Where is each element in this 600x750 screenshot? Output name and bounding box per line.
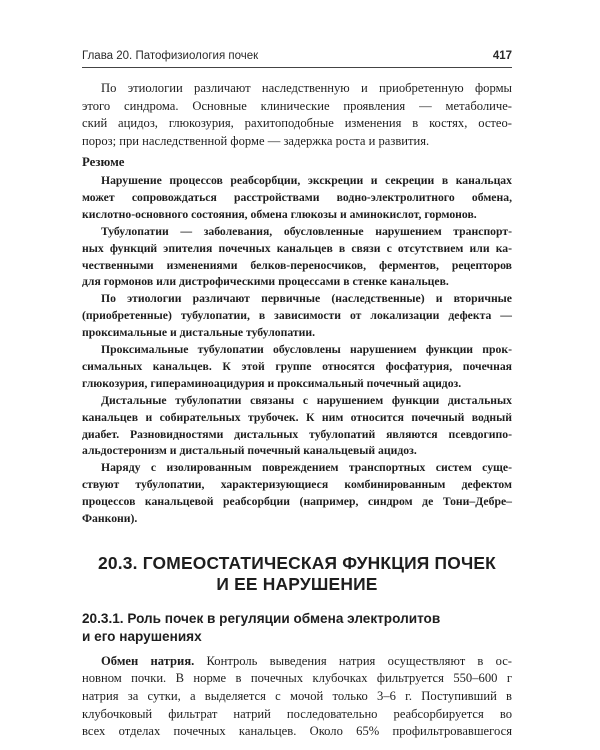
text-line: проксимальные и дистальные тубулопатии. bbox=[82, 326, 316, 340]
text-line: этого синдрома. Основные клинические проявления — метаболиче- bbox=[82, 98, 512, 113]
resume-paragraph bbox=[82, 224, 512, 292]
resume-title: Резюме bbox=[82, 155, 125, 170]
text-line: альдостеронизм и дистальный почечный канальцевый ацидоз. bbox=[82, 444, 417, 458]
text-line: пороз; при наследственной форме — задержка роста и развития. bbox=[82, 133, 430, 148]
section-heading-line: 20.3. ГОМЕОСТАТИЧЕСКАЯ ФУНКЦИЯ ПОЧЕК bbox=[98, 553, 496, 573]
text-line: Тубулопатии — заболевания, обусловленные нарушением транспорт- bbox=[101, 224, 512, 238]
text-line: глюкозурия, гипераминоацидурия и проксимальный почечный ацидоз. bbox=[82, 376, 462, 390]
resume-block bbox=[82, 154, 512, 528]
resume-paragraph bbox=[82, 291, 512, 342]
subsection-heading bbox=[82, 610, 512, 647]
section-heading bbox=[82, 553, 512, 595]
text-line: канальцев и собирательных трубочек. К ним относится почечный водный bbox=[82, 410, 512, 424]
text-line: (приобретенные) тубулопатии, в зависимости от локализации дефекта — bbox=[82, 309, 512, 323]
text-line: симальных канальцев. К этой группе относятся фосфатурия, почечная bbox=[82, 359, 512, 373]
text-line: ский ацидоз, глюкозурия, рахитоподобные изменения в костях, остео- bbox=[82, 116, 512, 131]
text-line: Нарушение процессов реабсорбции, экскреции и секреции в канальцах bbox=[101, 173, 512, 187]
header-rule bbox=[82, 67, 512, 68]
text-line: для гормонов или дистрофическими процессами в стенке канальцев. bbox=[82, 275, 449, 289]
text-line: Проксимальные тубулопатии обусловлены нарушением функции прок- bbox=[101, 343, 512, 357]
resume-paragraph bbox=[82, 173, 512, 224]
text-line: всех отделах почечных канальцев. Около 65% профильтровавшегося bbox=[82, 724, 512, 739]
text-line: может сопровождаться расстройствами водно-электролитного обмена, bbox=[82, 190, 512, 204]
text-line: новном почки. В норме в почечных клубочках фильтруется 550–600 г bbox=[82, 671, 512, 686]
text-line: ствуют тубулопатии, характеризующиеся комбинированным дефектом bbox=[82, 478, 512, 492]
text-line bbox=[82, 653, 512, 671]
runin-heading: Обмен натрия. bbox=[101, 653, 195, 668]
text-line: ных функций эпителия почечных канальцев в связи с отсутствием или ка- bbox=[82, 241, 512, 255]
sodium-paragraph bbox=[82, 653, 512, 741]
page-number: 417 bbox=[492, 50, 512, 62]
resume-paragraph bbox=[82, 342, 512, 393]
text-line: кислотно-основного состояния, обмена глюкозы и аминокислот, гормонов. bbox=[82, 207, 477, 221]
text-line: диабет. Разновидностями дистальных тубулопатий являются псевдогипо- bbox=[82, 427, 512, 441]
subsection-heading-line: и его нарушениях bbox=[82, 629, 202, 645]
resume-paragraph bbox=[82, 460, 512, 528]
text-line: Наряду с изолированным повреждением транспортных систем суще- bbox=[101, 461, 512, 475]
page-body bbox=[82, 80, 512, 741]
text-fragment: Контроль выведения натрия осуществляют в ос- bbox=[194, 653, 512, 668]
text-line: По этиологии различают наследственную и приобретенную формы bbox=[101, 81, 512, 95]
subsection-heading-line: 20.3.1. Роль почек в регуляции обмена электролитов bbox=[82, 611, 441, 626]
section-heading-line: И ЕЕ НАРУШЕНИЕ bbox=[216, 574, 378, 594]
text-line: Дистальные тубулопатии связаны с нарушением функции дистальных bbox=[101, 393, 512, 407]
resume-paragraph bbox=[82, 393, 512, 461]
text-line: процессов канальцевой реабсорбции (например, синдром де Тони–Дебре– bbox=[82, 495, 512, 509]
text-line: клубочковый фильтрат натрий последовательно реабсорбируется во bbox=[82, 706, 512, 721]
intro-paragraph bbox=[82, 80, 512, 150]
text-line: чественными изменениями белков-переносчиков, ферментов, рецепторов bbox=[82, 258, 512, 272]
running-title: Глава 20. Патофизиология почек bbox=[82, 50, 259, 62]
text-line: Фанкони). bbox=[82, 512, 138, 526]
text-line: По этиологии различают первичные (наследственные) и вторичные bbox=[101, 292, 512, 306]
text-line: натрия за сутки, а выделяется с мочой только 3–6 г. Поступивший в bbox=[82, 689, 512, 703]
